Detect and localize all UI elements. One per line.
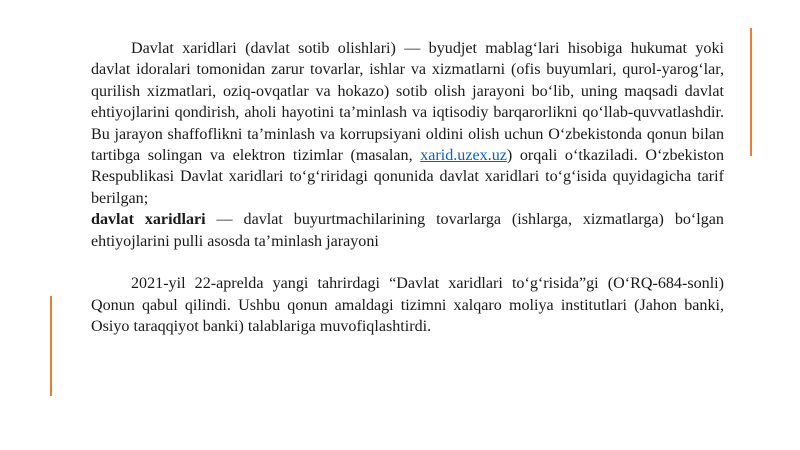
accent-bar-left <box>50 296 52 396</box>
definition-term: davlat xaridlari <box>91 211 206 229</box>
law-paragraph: 2021-yil 22-aprelda yangi tahrirdagi “Davlat xaridlari to‘g‘risida”gi (O‘RQ-684-sonli) Qonun qabul qilindi. Ushbu qonun amaldagi tizimni xalqaro moliya institutlari (Jahon banki, Osiyo taraqqiyot banki) talablariga muvofiqlashtirdi. <box>91 275 724 336</box>
xarid-link[interactable]: xarid.uzex.uz <box>420 147 507 165</box>
intro-paragraph <box>91 38 724 209</box>
accent-bar-right <box>750 28 752 156</box>
text-block <box>91 38 724 338</box>
definition-text: — davlat buyurtmachilarining tovarlarga (ishlarga, xizmatlarga) bo‘lgan ehtiyojlarini pulli asosda ta’minlash jarayoni <box>91 211 724 250</box>
intro-text-after-link: ) orqali o‘tkaziladi. O‘zbekiston Respublikasi Davlat xaridlari to‘g‘riridagi qonunida davlat xaridlari to‘g‘isida quyidagicha tarif berilgan; <box>91 147 724 207</box>
intro-text-before-link: Davlat xaridlari (davlat sotib olishlari) — byudjet mablag‘lari hisobiga hukumat yoki davlat idoralari tomonidan zarur tovarlar, ishlar va xizmatlarni (ofis buyumlari, qurol-yarog‘lar, qurilish xizmatlari, oziq-ovqatlar va hokazo) sotib olish jarayoni bo‘lib, uning maqsadi davlat ehtiyojlarini qondirish, aholi hayotini ta’minlash va iqtisodiy barqarorlikni qo‘llab-quvvatlashdir. Bu jarayon shaffoflikni ta’minlash va korrupsiyani oldini olish uchun O‘zbekistonda qonun bilan tartibga solingan va elektron tizimlar (masalan, <box>91 40 724 165</box>
definition-paragraph <box>91 209 724 252</box>
